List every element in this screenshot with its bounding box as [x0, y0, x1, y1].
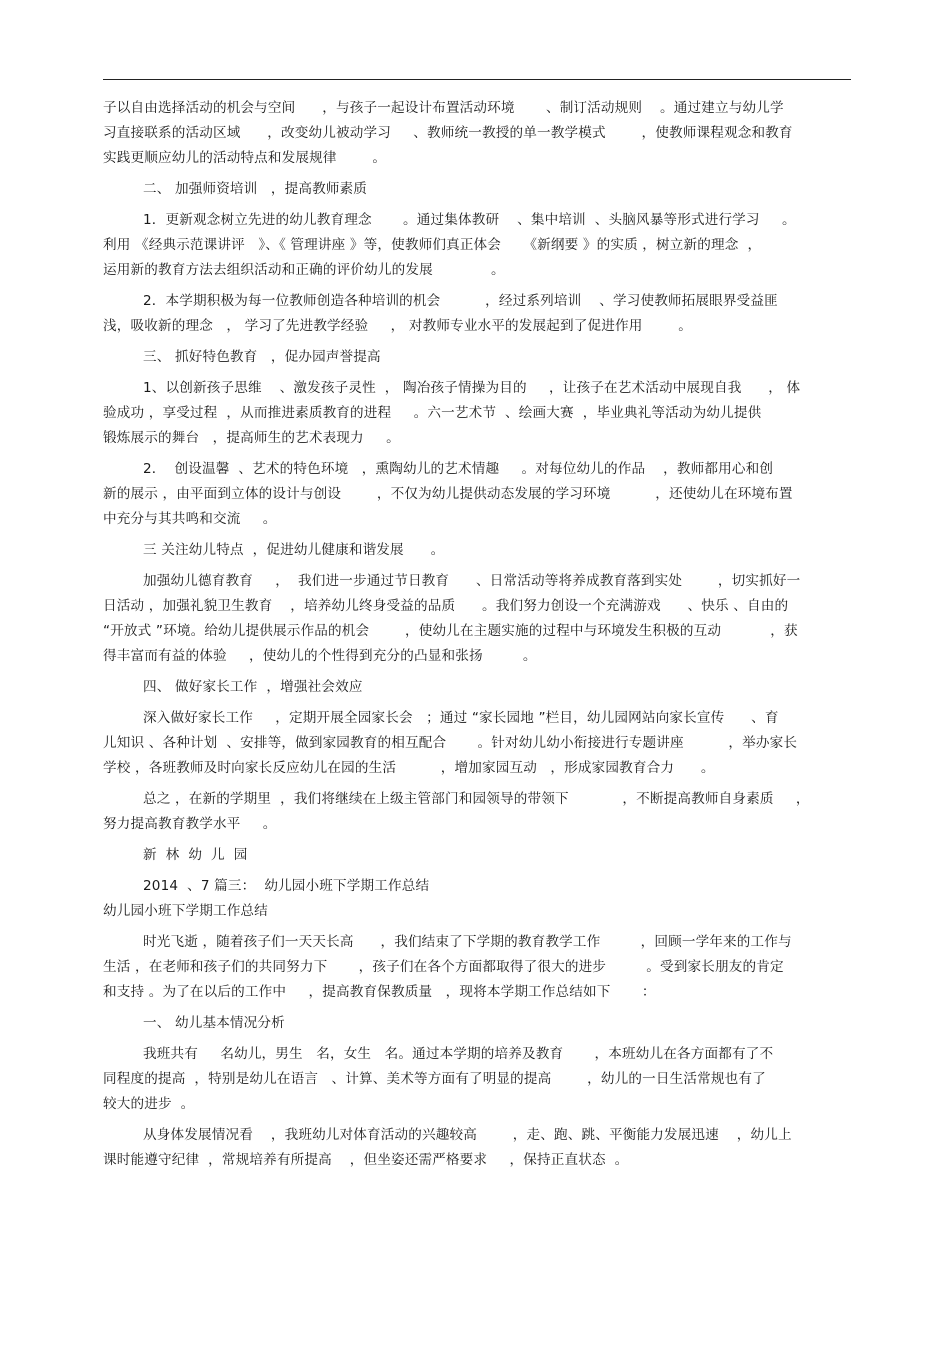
- text-line: “开放式 ”环境。给幼儿提供展示作品的机会 ，使幼儿在主题实施的过程中与环境发生积极的互动 ，获: [103, 623, 798, 639]
- paragraph: [103, 706, 851, 781]
- text-line: 实践更顺应幼儿的活动特点和发展规律 。: [103, 150, 387, 166]
- text-line: 课时能遵守纪律 ，常规培养有所提高 ，但坐姿还需严格要求 ，保持正直状态 。: [103, 1152, 629, 1168]
- text-line: 三、 抓好特色教育 ，促办园声誉提高: [143, 349, 381, 365]
- text-line: 同程度的提高 ，特别是幼儿在语言 、计算、美术等方面有了明显的提高 ，幼儿的一日生活常规也有了: [103, 1071, 766, 1087]
- text-line: 1、以创新孩子思维 、激发孩子灵性 ， 陶冶孩子情操为目的 ，让孩子在艺术活动中展现自我 ， 体: [143, 380, 801, 396]
- text-line: 和支持 。为了在以后的工作中 ，提高教育保教质量 ，现将本学期工作总结如下 ：: [103, 984, 656, 1000]
- paragraph: [103, 289, 851, 339]
- paragraph: [103, 376, 851, 451]
- text-line: 子以自由选择活动的机会与空间 ，与孩子一起设计布置活动环境 、制订活动规则 。通过建立与幼儿学: [103, 100, 784, 116]
- text-line: 总之 ，在新的学期里 ，我们将继续在上级主管部门和园领导的带领下 ，不断提高教师自身素质 ，: [143, 791, 810, 807]
- text-line: 验成功 ，享受过程 ，从而推进素质教育的进程 。六一艺术节 、绘画大赛 ，毕业典礼等活动为幼儿提供: [103, 405, 762, 421]
- paragraph: [103, 930, 851, 1005]
- paragraph: [103, 96, 851, 171]
- text-line: 2014 、7 篇三： 幼儿园小班下学期工作总结: [143, 878, 430, 894]
- text-line: 儿知识 、各种计划 、安排等，做到家园教育的相互配合 。针对幼儿幼小衔接进行专题讲座 ，举办家长: [103, 735, 798, 751]
- paragraph: [103, 787, 851, 837]
- paragraph: [103, 538, 851, 563]
- text-line: 努力提高教育教学水平 。: [103, 816, 277, 832]
- text-line: 深入做好家长工作 ，定期开展全园家长会 ；通过 “家长园地 ”栏目，幼儿园网站向家长宣传 、育: [143, 710, 779, 726]
- text-line: 锻炼展示的舞台 ，提高师生的艺术表现力 。: [103, 430, 400, 446]
- text-line: 较大的进步 。: [103, 1096, 195, 1112]
- text-line: 日活动 ，加强礼貌卫生教育 ，培养幼儿终身受益的品质 。我们努力创设一个充满游戏 、快乐 、自由的: [103, 598, 789, 614]
- text-line: 加强幼儿德育教育 ， 我们进一步通过节日教育 、日常活动等将养成教育落到实处 ，切实抓好一: [143, 573, 801, 589]
- text-line: 生活 ，在老师和孩子们的共同努力下 ，孩子们在各个方面都取得了很大的进步 。受到家长朋友的肯定: [103, 959, 784, 975]
- text-line: 从身体发展情况看 ，我班幼儿对体育活动的兴趣较高 ，走、跑、跳、平衡能力发展迅速 ，幼儿上: [143, 1127, 792, 1143]
- text-line: 一、 幼儿基本情况分析: [143, 1015, 285, 1031]
- paragraph: [103, 1011, 851, 1036]
- text-line: 2． 创设温馨 、艺术的特色环境 ，熏陶幼儿的艺术情趣 。对每位幼儿的作品 ，教师都用心和创: [143, 461, 774, 477]
- paragraph: [103, 874, 851, 924]
- text-line: 新的展示 ，由平面到立体的设计与创设 ，不仅为幼儿提供动态发展的学习环境 ，还使幼儿在环境布置: [103, 486, 793, 502]
- text-line: 二、 加强师资培训 ，提高教师素质: [143, 181, 368, 197]
- paragraph: [103, 675, 851, 700]
- text-line: 运用新的教育方法去组织活动和正确的评价幼儿的发展 。: [103, 262, 505, 278]
- paragraph: [103, 843, 851, 868]
- paragraph: [103, 1123, 851, 1173]
- header-rule: [103, 79, 851, 80]
- paragraph: [103, 457, 851, 532]
- paragraph: [103, 208, 851, 283]
- text-line: 习直接联系的活动区域 ，改变幼儿被动学习 、教师统一教授的单一教学模式 ，使教师课程观念和教育: [103, 125, 793, 141]
- document-body: [103, 96, 851, 1173]
- text-line: 我班共有 名幼儿，男生 名，女生 名。通过本学期的培养及教育 ，本班幼儿在各方面都有了不: [143, 1046, 774, 1062]
- text-line: 四、 做好家长工作 ，增强社会效应: [143, 679, 363, 695]
- text-line: 幼儿园小班下学期工作总结: [103, 903, 268, 919]
- paragraph: [103, 177, 851, 202]
- paragraph: [103, 345, 851, 370]
- text-line: 学校 ，各班教师及时向家长反应幼儿在园的生活 ，增加家园互动 ，形成家园教育合力 。: [103, 760, 715, 776]
- text-line: 中充分与其共鸣和交流 。: [103, 511, 277, 527]
- text-line: 三 关注幼儿特点 ，促进幼儿健康和谐发展 。: [143, 542, 445, 558]
- text-line: 利用 《经典示范课讲评 》、《 管理讲座 》等，使教师们真正体会 《新纲要 》的实质 ，树立新的理念 ，: [103, 237, 762, 253]
- text-line: 得丰富而有益的体验 ，使幼儿的个性得到充分的凸显和张扬 。: [103, 648, 537, 664]
- text-line: 1．更新观念树立先进的幼儿教育理念 。通过集体教研 、集中培训 、头脑风暴等形式进行学习 。: [143, 212, 796, 228]
- text-line: 浅，吸收新的理念 ， 学习了先进教学经验 ， 对教师专业水平的发展起到了促进作用 。: [103, 318, 692, 334]
- text-line: 新 林 幼 儿 园: [143, 847, 248, 863]
- text-line: 2．本学期积极为每一位教师创造各种培训的机会 ，经过系列培训 、学习使教师拓展眼界受益匪: [143, 293, 778, 309]
- paragraph: [103, 1042, 851, 1117]
- text-line: 时光飞逝 ，随着孩子们一天天长高 ，我们结束了下学期的教育教学工作 ，回顾一学年来的工作与: [143, 934, 792, 950]
- paragraph: [103, 569, 851, 669]
